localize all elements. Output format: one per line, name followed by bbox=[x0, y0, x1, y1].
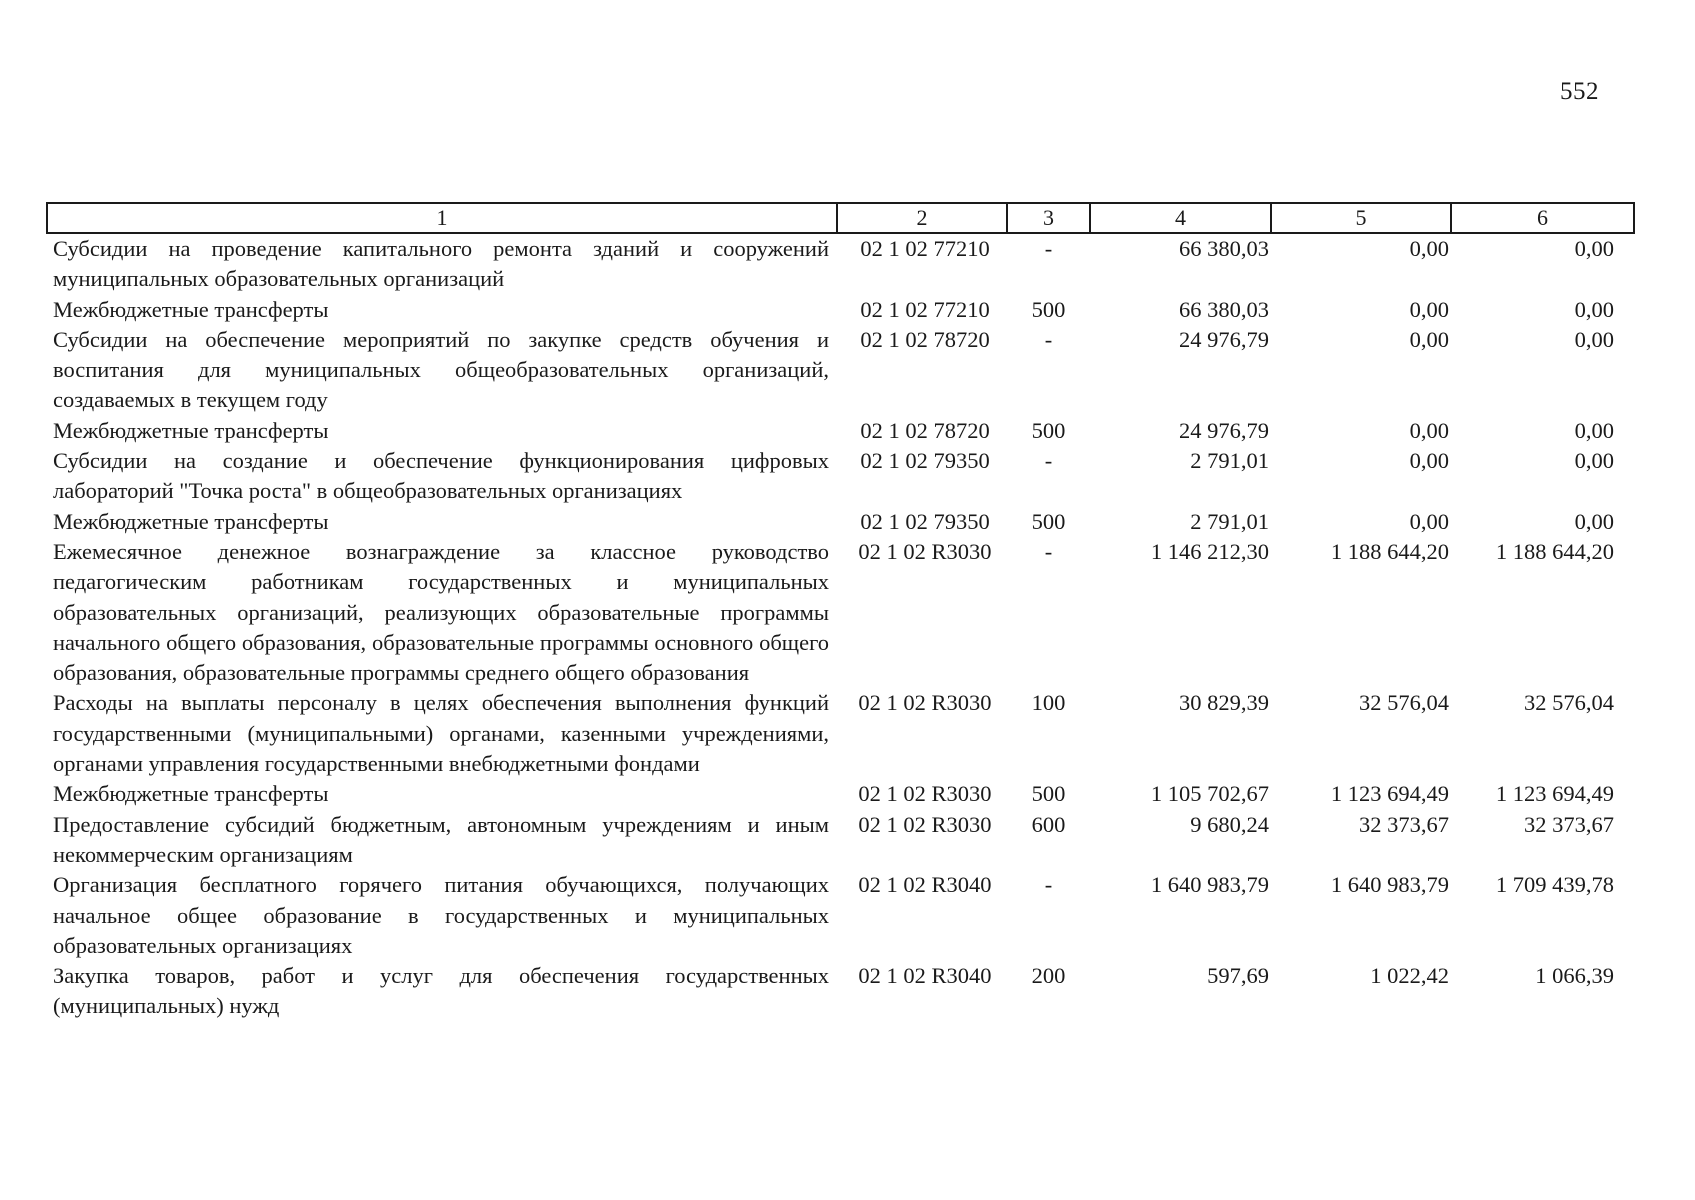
cell-amount-col4: 1 105 702,67 bbox=[1150, 781, 1269, 807]
budget-table bbox=[46, 202, 1635, 1022]
cell-name: Закупка товаров, работ и услуг для обеспечения государственных (муниципальных) нужд bbox=[53, 963, 829, 1019]
cell-amount-col5: 0,00 bbox=[1409, 236, 1449, 261]
cell-code: 02 1 02 R3030 bbox=[858, 690, 992, 716]
table-row bbox=[47, 779, 1634, 809]
cell-name: Предоставление субсидий бюджетным, автономным учреждениям и иным некоммерческим организациям bbox=[53, 811, 829, 867]
cell-code: 02 1 02 79350 bbox=[860, 508, 990, 534]
cell-code: 02 1 02 79350 bbox=[860, 448, 990, 474]
table-row bbox=[47, 688, 1634, 779]
cell-code: 02 1 02 77210 bbox=[860, 236, 990, 261]
column-header-5: 5 bbox=[1271, 203, 1451, 233]
cell-code: 02 1 02 R3030 bbox=[858, 781, 992, 807]
table-row bbox=[47, 416, 1634, 446]
cell-code: 02 1 02 R3030 bbox=[858, 811, 992, 837]
cell-amount-col6: 1 066,39 bbox=[1535, 963, 1614, 989]
table-row bbox=[47, 507, 1634, 537]
column-header-2: 2 bbox=[837, 203, 1007, 233]
column-header-3: 3 bbox=[1007, 203, 1090, 233]
table-row bbox=[47, 537, 1634, 688]
cell-amount-col5: 32 373,67 bbox=[1359, 811, 1449, 837]
cell-amount-col6: 1 123 694,49 bbox=[1495, 781, 1614, 807]
cell-amount-col6: 0,00 bbox=[1574, 448, 1614, 474]
table-row bbox=[47, 233, 1634, 295]
cell-amount-col4: 9 680,24 bbox=[1190, 811, 1269, 837]
cell-amount-col5: 0,00 bbox=[1409, 296, 1449, 322]
cell-amount-col6: 1 188 644,20 bbox=[1495, 538, 1614, 564]
cell-amount-col4: 2 791,01 bbox=[1190, 508, 1269, 534]
cell-name: Межбюджетные трансферты bbox=[53, 296, 329, 322]
cell-code: 02 1 02 77210 bbox=[860, 296, 990, 322]
cell-amount-col4: 66 380,03 bbox=[1179, 236, 1269, 261]
cell-amount-col4: 2 791,01 bbox=[1190, 448, 1269, 474]
cell-amount-col6: 1 709 439,78 bbox=[1495, 872, 1614, 898]
table-row bbox=[47, 961, 1634, 1022]
cell-expense-type: 500 bbox=[1031, 417, 1066, 443]
cell-amount-col4: 66 380,03 bbox=[1179, 296, 1269, 322]
cell-amount-col5: 1 188 644,20 bbox=[1330, 538, 1449, 564]
cell-expense-type: - bbox=[1044, 872, 1053, 898]
cell-expense-type: 200 bbox=[1031, 963, 1066, 989]
cell-expense-type: 500 bbox=[1031, 781, 1066, 807]
cell-code: 02 1 02 R3040 bbox=[858, 963, 992, 989]
cell-amount-col6: 0,00 bbox=[1574, 326, 1614, 352]
table-row bbox=[47, 295, 1634, 325]
cell-amount-col6: 32 576,04 bbox=[1524, 690, 1614, 716]
cell-amount-col4: 597,69 bbox=[1207, 963, 1269, 989]
cell-expense-type: - bbox=[1044, 448, 1053, 474]
cell-amount-col4: 30 829,39 bbox=[1179, 690, 1269, 716]
cell-expense-type: - bbox=[1044, 538, 1053, 564]
column-header-1: 1 bbox=[47, 203, 837, 233]
cell-amount-col4: 24 976,79 bbox=[1179, 417, 1269, 443]
cell-expense-type: - bbox=[1044, 326, 1053, 352]
cell-name: Субсидии на создание и обеспечение функционирования цифровых лабораторий "Точка роста" в общеобразовательных организациях bbox=[53, 448, 829, 504]
cell-expense-type: 500 bbox=[1031, 508, 1066, 534]
cell-amount-col6: 32 373,67 bbox=[1524, 811, 1614, 837]
cell-expense-type: 100 bbox=[1031, 690, 1066, 716]
cell-amount-col5: 0,00 bbox=[1409, 417, 1449, 443]
cell-amount-col5: 1 640 983,79 bbox=[1330, 872, 1449, 898]
cell-code: 02 1 02 R3040 bbox=[858, 872, 992, 898]
cell-name: Межбюджетные трансферты bbox=[53, 508, 329, 534]
table-row bbox=[47, 810, 1634, 871]
cell-expense-type: 500 bbox=[1031, 296, 1066, 322]
cell-name: Межбюджетные трансферты bbox=[53, 781, 329, 807]
cell-name: Субсидии на проведение капитального ремонта зданий и сооружений муниципальных образовательных организаций bbox=[53, 236, 829, 292]
cell-amount-col6: 0,00 bbox=[1574, 296, 1614, 322]
cell-amount-col4: 1 640 983,79 bbox=[1150, 872, 1269, 898]
cell-amount-col5: 32 576,04 bbox=[1359, 690, 1449, 716]
cell-amount-col5: 0,00 bbox=[1409, 448, 1449, 474]
table-row bbox=[47, 446, 1634, 507]
cell-amount-col6: 0,00 bbox=[1574, 417, 1614, 443]
page-number: 552 bbox=[1560, 78, 1599, 105]
cell-amount-col4: 1 146 212,30 bbox=[1150, 538, 1269, 564]
cell-expense-type: 600 bbox=[1031, 811, 1066, 837]
cell-amount-col5: 1 022,42 bbox=[1370, 963, 1449, 989]
table-header-row bbox=[47, 203, 1634, 233]
cell-amount-col5: 1 123 694,49 bbox=[1330, 781, 1449, 807]
cell-amount-col6: 0,00 bbox=[1574, 508, 1614, 534]
cell-expense-type: - bbox=[1044, 236, 1053, 261]
column-header-6: 6 bbox=[1451, 203, 1634, 233]
cell-name: Организация бесплатного горячего питания обучающихся, получающих начальное общее образование в государственных и муниципальных образовательных организациях bbox=[53, 872, 829, 958]
cell-amount-col5: 0,00 bbox=[1409, 508, 1449, 534]
cell-name: Расходы на выплаты персоналу в целях обеспечения выполнения функций государственными (муниципальными) органами, казенными учреждениями, органами управления государственными внебюджетными фондами bbox=[53, 690, 829, 777]
table-body bbox=[47, 233, 1634, 1022]
cell-code: 02 1 02 78720 bbox=[860, 326, 990, 352]
cell-name: Ежемесячное денежное вознаграждение за классное руководство педагогическим работникам государственных и муниципальных образовательных организаций, реализующих образовательные программы начального общего образования, образовательные программы основного общего образования, образовательные программы среднего общего образования bbox=[53, 538, 829, 686]
cell-amount-col6: 0,00 bbox=[1574, 236, 1614, 261]
cell-code: 02 1 02 R3030 bbox=[858, 538, 992, 564]
cell-amount-col5: 0,00 bbox=[1409, 326, 1449, 352]
table-row bbox=[47, 325, 1634, 416]
cell-name: Субсидии на обеспечение мероприятий по закупке средств обучения и воспитания для муниципальных общеобразовательных организаций, создаваемых в текущем году bbox=[53, 326, 829, 413]
cell-code: 02 1 02 78720 bbox=[860, 417, 990, 443]
cell-name: Межбюджетные трансферты bbox=[53, 417, 329, 443]
cell-amount-col4: 24 976,79 bbox=[1179, 326, 1269, 352]
column-header-4: 4 bbox=[1090, 203, 1271, 233]
table-row bbox=[47, 870, 1634, 961]
